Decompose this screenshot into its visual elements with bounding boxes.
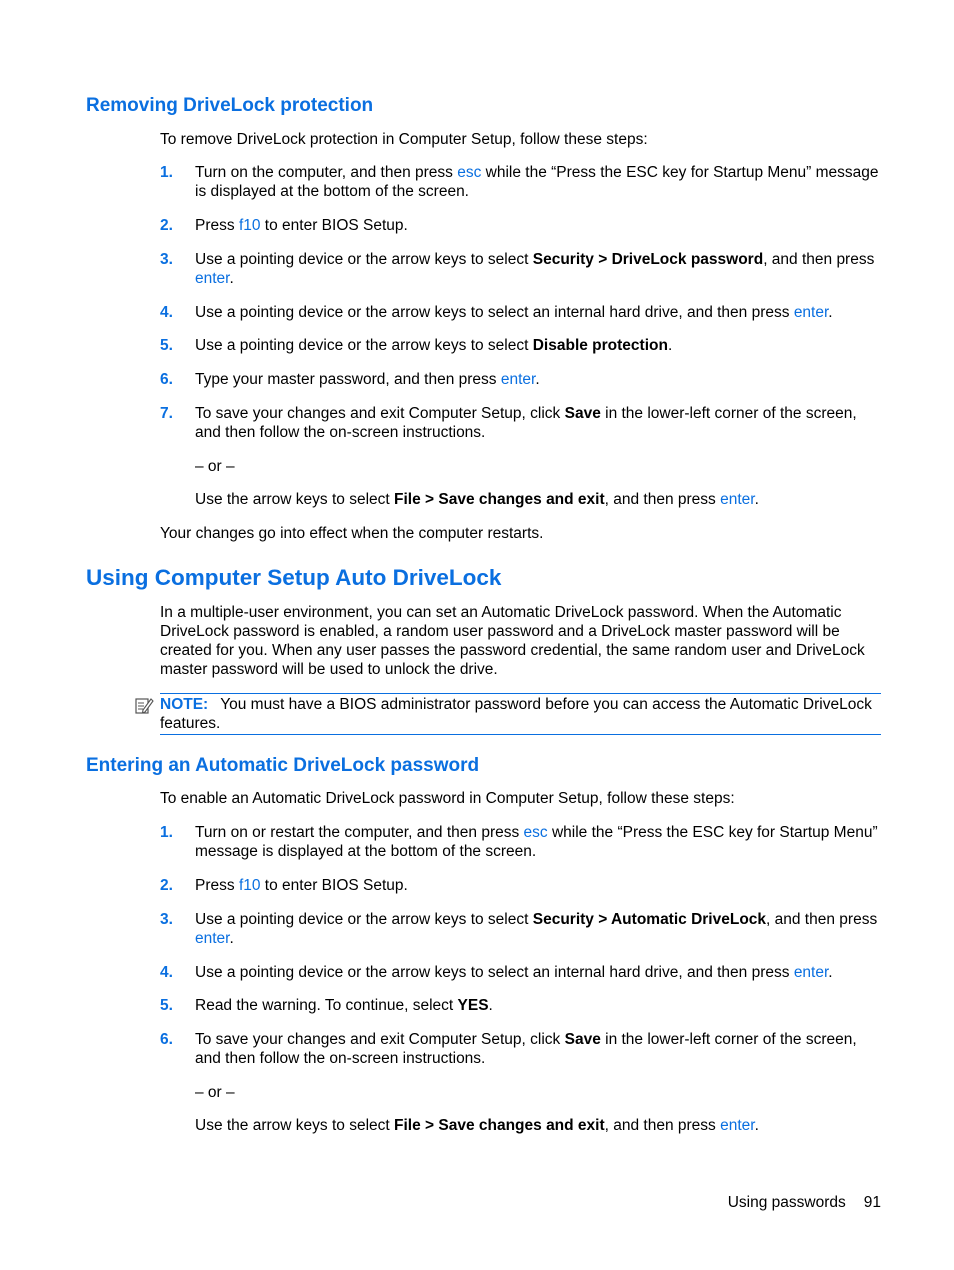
section-heading-entering-auto-drivelock: Entering an Automatic DriveLock password bbox=[86, 755, 480, 776]
key-enter: enter bbox=[720, 491, 755, 508]
list-item bbox=[160, 876, 885, 895]
list-item bbox=[160, 250, 885, 288]
key-enter: enter bbox=[793, 964, 829, 981]
section3-intro: To enable an Automatic DriveLock password in Computer Setup, follow these steps: bbox=[160, 790, 735, 807]
step-text: Type your master password, and then press enter. bbox=[195, 371, 540, 388]
section2-intro: In a multiple-user environment, you can set an Automatic DriveLock password. When the Automatic DriveLock password is enabled, a random user password and a DriveLock master password will be created for you. When any user passes the password credential, the same random user and DriveLock master password will be used to unlock the drive. bbox=[160, 604, 865, 678]
list-item bbox=[160, 303, 885, 322]
step-number: 3. bbox=[160, 251, 173, 268]
step-number: 2. bbox=[160, 217, 173, 234]
key-f10: f10 bbox=[238, 877, 261, 894]
page-number: 91 bbox=[863, 1194, 881, 1211]
step-number: 2. bbox=[160, 877, 173, 894]
step-text: Press f10 to enter BIOS Setup. bbox=[195, 877, 408, 894]
note-icon bbox=[134, 696, 154, 716]
step-alternative: Use the arrow keys to select File > Save changes and exit, and then press enter. bbox=[195, 1117, 759, 1134]
step-number: 7. bbox=[160, 405, 173, 422]
key-enter: enter bbox=[720, 1117, 755, 1134]
step-text: Use a pointing device or the arrow keys to select Security > DriveLock password, and then press enter. bbox=[195, 251, 875, 287]
note-text: You must have a BIOS administrator password before you can access the Automatic DriveLock features. bbox=[160, 696, 872, 732]
key-f10: f10 bbox=[238, 217, 261, 234]
section1-outro: Your changes go into effect when the computer restarts. bbox=[160, 525, 544, 542]
list-item bbox=[160, 163, 885, 201]
step-text: To save your changes and exit Computer Setup, click Save in the lower-left corner of the screen, and then follow the on-screen instructions. bbox=[195, 405, 857, 441]
list-item bbox=[160, 910, 885, 948]
step-text: Turn on the computer, and then press esc while the “Press the ESC key for Startup Menu” message is displayed at the bottom of the screen. bbox=[195, 164, 879, 200]
step-text: Use a pointing device or the arrow keys to select an internal hard drive, and then press enter. bbox=[195, 964, 833, 981]
list-item bbox=[160, 823, 885, 861]
step-number: 5. bbox=[160, 337, 173, 354]
note-label: NOTE: bbox=[160, 696, 209, 713]
section-heading-removing-drivelock: Removing DriveLock protection bbox=[86, 95, 374, 116]
list-item bbox=[160, 404, 885, 442]
step-number: 1. bbox=[160, 164, 173, 181]
key-enter: enter bbox=[793, 304, 829, 321]
step-number: 6. bbox=[160, 371, 173, 388]
or-separator: – or – bbox=[195, 1084, 235, 1101]
step-number: 4. bbox=[160, 964, 173, 981]
key-enter: enter bbox=[195, 270, 230, 287]
step-text: Turn on or restart the computer, and then press esc while the “Press the ESC key for Startup Menu” message is displayed at the bottom of the screen. bbox=[195, 824, 878, 860]
step-number: 4. bbox=[160, 304, 173, 321]
step-number: 3. bbox=[160, 911, 173, 928]
step-alternative: Use the arrow keys to select File > Save changes and exit, and then press enter. bbox=[195, 491, 759, 508]
key-enter: enter bbox=[195, 930, 230, 947]
list-item bbox=[160, 1030, 885, 1068]
list-item bbox=[160, 216, 885, 235]
step-text: Read the warning. To continue, select YES. bbox=[195, 997, 493, 1014]
step-text: Use a pointing device or the arrow keys to select an internal hard drive, and then press enter. bbox=[195, 304, 833, 321]
list-item bbox=[160, 963, 885, 982]
step-text: Use a pointing device or the arrow keys to select Security > Automatic DriveLock, and then press enter. bbox=[195, 911, 878, 947]
list-item bbox=[160, 996, 885, 1015]
footer-section-title: Using passwords bbox=[727, 1194, 846, 1211]
key-esc: esc bbox=[523, 824, 548, 841]
step-text: To save your changes and exit Computer Setup, click Save in the lower-left corner of the screen, and then follow the on-screen instructions. bbox=[195, 1031, 857, 1067]
step-text: Press f10 to enter BIOS Setup. bbox=[195, 217, 408, 234]
step-number: 1. bbox=[160, 824, 173, 841]
section1-intro: To remove DriveLock protection in Computer Setup, follow these steps: bbox=[160, 131, 648, 148]
list-item bbox=[160, 336, 885, 355]
section-heading-auto-drivelock: Using Computer Setup Auto DriveLock bbox=[86, 565, 502, 590]
step-number: 6. bbox=[160, 1031, 173, 1048]
key-enter: enter bbox=[500, 371, 536, 388]
list-item bbox=[160, 370, 885, 389]
or-separator: – or – bbox=[195, 458, 235, 475]
key-esc: esc bbox=[457, 164, 482, 181]
page-footer bbox=[710, 1193, 881, 1212]
note-box bbox=[160, 693, 881, 735]
step-number: 5. bbox=[160, 997, 173, 1014]
step-text: Use a pointing device or the arrow keys to select Disable protection. bbox=[195, 337, 673, 354]
